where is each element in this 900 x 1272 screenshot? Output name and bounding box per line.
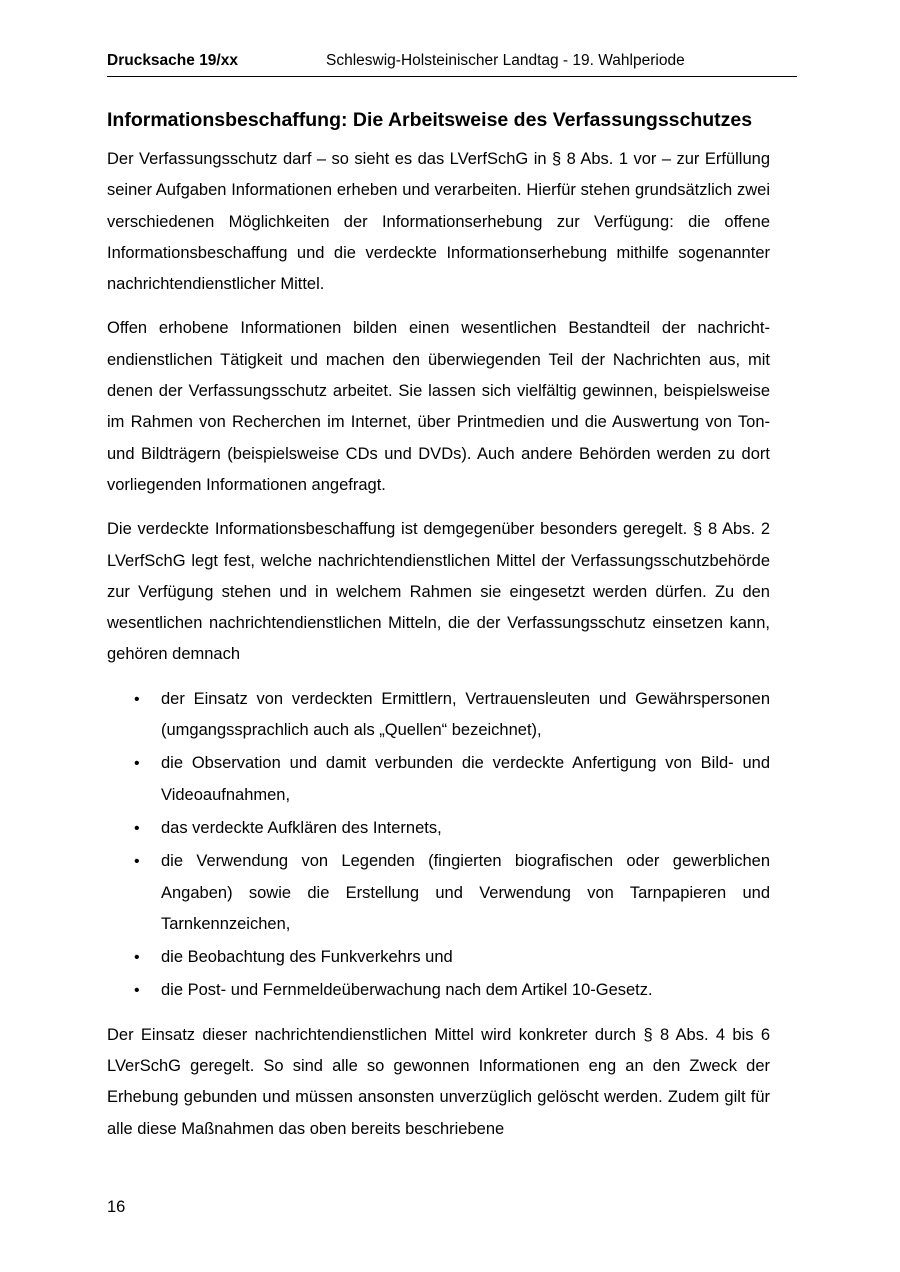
list-item-text: der Einsatz von verdeckten Ermittlern, Vertrauensleuten und Gewährspersonen (umgangssprachlich auch als „Quellen“ bezeichnet), [161, 689, 770, 740]
list-item [107, 684, 770, 747]
list-item-text: die Beobachtung des Funkverkehrs und [161, 948, 453, 967]
bullet-icon: • [134, 690, 140, 708]
intelligence-measures-list [107, 684, 770, 1007]
list-item [107, 846, 770, 940]
bullet-icon: • [134, 982, 140, 1000]
parliament-title: Schleswig-Holsteinischer Landtag - 19. Wahlperiode [326, 52, 685, 69]
paragraph: Offen erhobene Informationen bilden einen wesentlichen Bestandteil der nachrichtendienstlichen Tätigkeit und machen den überwiegenden Teil der Nachrichten aus, mit denen der Verfassungsschutz arbeitet. Sie lassen sich vielfältig gewinnen, beispielsweise im Rahmen von Recherchen im Internet, über Printmedien und die Auswertung von Ton- und Bildträgern (beispielsweise CDs und DVDs). Auch andere Behörden werden zu dort vorliegenden Informationen angefragt. [107, 319, 770, 494]
section-heading: Informationsbeschaffung: Die Arbeitsweise des Verfassungsschutzes [107, 109, 753, 131]
list-item [107, 942, 770, 973]
list-item-text: die Post- und Fernmeldeüberwachung nach dem Artikel 10-Gesetz. [161, 981, 653, 1000]
bullet-icon: • [134, 853, 140, 871]
paragraph: Die verdeckte Informationsbeschaffung ist demgegenüber besonders geregelt. § 8 Abs. 2 LVerfSchG legt fest, welche nachrichtendienstlichen Mittel der Verfassungsschutzbehörde zur Verfügung stehen und in welchem Rahmen sie eingesetzt werden dürfen. Zu den wesentlichen nachrichtendienstlichen Mitteln, die der Verfassungsschutz einsetzen kann, gehören demnach [107, 520, 770, 664]
document-number: Drucksache 19/xx [107, 52, 238, 69]
list-item [107, 813, 770, 844]
page-content [107, 108, 770, 1158]
list-item-text: die Observation und damit verbunden die verdeckte Anfertigung von Bild- und Videoaufnahmen, [161, 754, 770, 804]
bullet-icon: • [134, 755, 140, 773]
list-item [107, 975, 770, 1006]
list-item-text: das verdeckte Aufklären des Internets, [161, 818, 442, 837]
bullet-icon: • [134, 949, 140, 967]
paragraph: Der Verfassungsschutz darf – so sieht es das LVerfSchG in § 8 Abs. 1 vor – zur Erfüllung seiner Aufgaben Informationen erheben und verarbeiten. Hierfür stehen grundsätzlich zwei verschiedenen Möglichkeiten der Informationserhebung zur Verfügung: die offene Informationsbeschaffung und die verdeckte Informationserhebung mithilfe sogenannter nachrichtendienstlicher Mittel. [107, 150, 770, 294]
list-item-text: die Verwendung von Legenden (fingierten biografischen oder gewerblichen Angaben) sowie die Erstellung und Verwendung von Tarnpapieren und Tarnkennzeichen, [161, 852, 770, 933]
list-item [107, 748, 770, 811]
running-header [107, 50, 797, 77]
page-number: 16 [107, 1198, 126, 1216]
bullet-icon: • [134, 819, 140, 837]
paragraph: Der Einsatz dieser nachrichtendienstlichen Mittel wird konkreter durch § 8 Abs. 4 bis 6 LVerSchG geregelt. So sind alle so gewonnen Informationen eng an den Zweck der Erhebung gebunden und müssen ansonsten unverzüglich gelöscht werden. Zudem gilt für alle diese Maßnahmen das oben bereits beschriebene [107, 1025, 770, 1138]
